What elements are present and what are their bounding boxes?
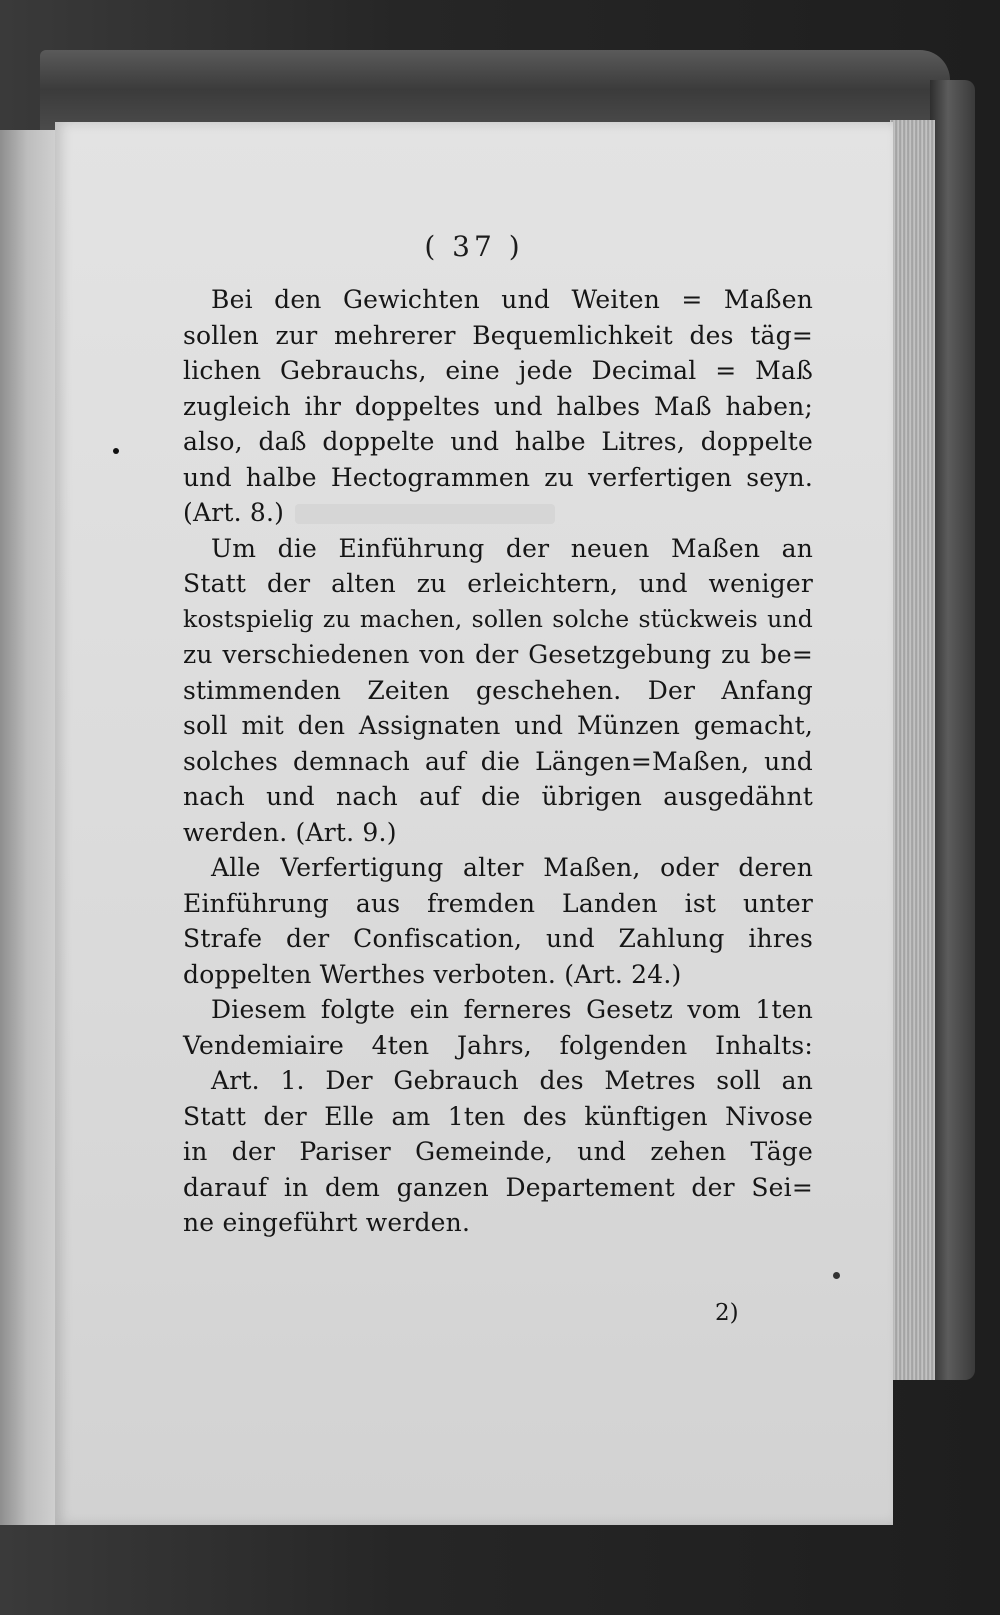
text-line: Diesem folgte ein ferneres Gesetz vom 1ten <box>211 995 813 1024</box>
text-line: zugleich ihr doppeltes und halbes Maß haben; <box>183 391 813 421</box>
text-line: doppelten Werthes verboten. (Art. 24.) <box>183 959 682 989</box>
text-line: werden. (Art. 9.) <box>183 817 397 847</box>
text-line: Einführung aus fremden Landen ist unter <box>183 888 813 918</box>
text-line: Art. 1. Der Gebrauch des Metres soll an <box>211 1066 813 1095</box>
text-line: (Art. 8.) <box>183 498 285 527</box>
text-line: kostspielig zu machen, sollen solche stückweis und <box>183 604 813 633</box>
book-top-edge <box>40 50 950 130</box>
text-line: lichen Gebrauchs, eine jede Decimal = Maß <box>183 356 813 385</box>
text-line: Um die Einführung der neuen Maßen an <box>211 533 813 563</box>
text-line: darauf in dem ganzen Departement der Sei= <box>183 1172 813 1202</box>
catchword: 2) <box>715 1300 739 1326</box>
text-line: soll mit den Assignaten und Münzen gemacht, <box>183 711 813 740</box>
text-line: zu verschiedenen von der Gesetzgebung zu be= <box>183 640 813 669</box>
text-line: also, daß doppelte und halbe Litres, doppelte <box>183 427 813 456</box>
text-line: stimmenden Zeiten geschehen. Der Anfang <box>183 675 813 705</box>
text-line: solches demnach auf die Längen=Maßen, und <box>183 746 813 776</box>
text-line: ne eingeführt werden. <box>183 1208 471 1237</box>
text-line: Statt der alten zu erleichtern, und weniger <box>183 569 813 598</box>
text-line: Statt der Elle am 1ten des künftigen Nivose <box>183 1101 813 1131</box>
book-page <box>55 122 893 1525</box>
text-line: Alle Verfertigung alter Maßen, oder deren <box>211 853 813 882</box>
page-number: ( 37 ) <box>424 230 524 263</box>
text-line: sollen zur mehrerer Bequemlichkeit des täg= <box>183 320 813 350</box>
page-text <box>183 282 813 1241</box>
ink-speck <box>833 1272 840 1279</box>
facing-page-edge <box>0 130 58 1525</box>
text-line: nach und nach auf die übrigen ausgedähnt <box>183 782 813 811</box>
ink-speck <box>113 448 119 454</box>
page-block-edge <box>890 120 935 1380</box>
book-cover-edge <box>930 80 975 1380</box>
text-line: Bei den Gewichten und Weiten = Maßen <box>211 285 813 314</box>
text-line: Strafe der Confiscation, und Zahlung ihres <box>183 924 813 953</box>
text-line: Vendemiaire 4ten Jahrs, folgenden Inhalts: <box>183 1030 813 1060</box>
text-line: und halbe Hectogrammen zu verfertigen seyn. <box>183 462 813 492</box>
text-line: in der Pariser Gemeinde, und zehen Täge <box>183 1137 813 1166</box>
